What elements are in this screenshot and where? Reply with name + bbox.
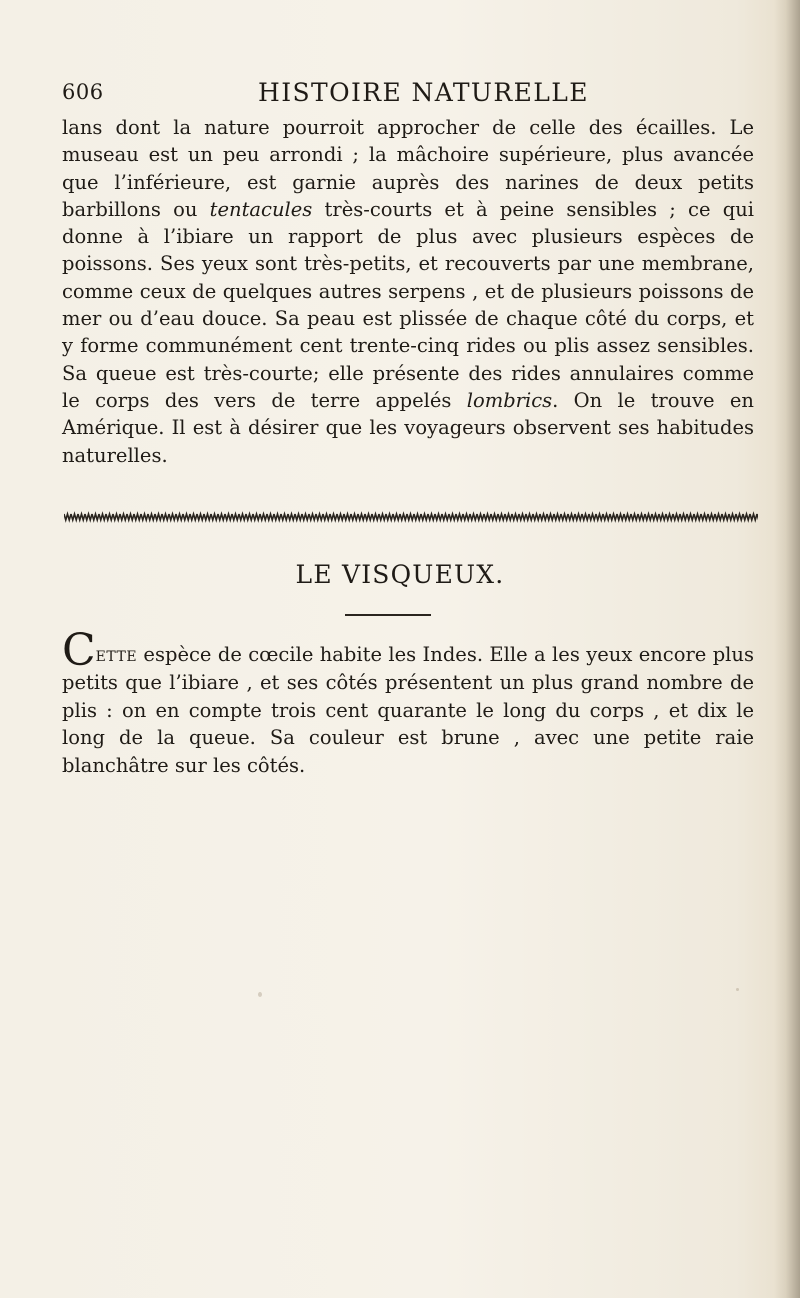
running-head: HISTOIRE NATURELLE <box>258 78 589 107</box>
page-header <box>62 80 752 116</box>
paragraph-visqueux <box>62 625 754 780</box>
paragraph-text: espèce de cœcile habite les Indes. Elle a les yeux encore plus petits que l’ibiare , et ses côtés présentent un plus grand nombre de plis : on en compte trois cent quarante le long du corps , et dix le long de la queue. Sa couleur est brune , avec une petite raie blanchâtre sur les côtés. <box>62 643 754 778</box>
paragraph-text: . On le trouve en Amérique. Il est à désirer que les voyageurs observent ses habitudes naturelles. <box>62 388 754 467</box>
paper-blemish <box>736 988 739 991</box>
paragraph-text: très-courts et à peine sensibles ; ce qui donne à l’ibiare un rapport de plus avec plusieurs espèces de poissons. Ses yeux sont très-petits, et recouverts par une membrane, comme ceux de quelques autres serpens , et de plusieurs poissons de mer ou d’eau douce. Sa peau est plissée de chaque côté du corps, et y forme communément cent trente-cinq rides ou plis assez sensibles. Sa queue est très-courte; elle présente des rides annulaires comme le corps des vers de terre appelés <box>62 197 754 412</box>
title-rule <box>345 614 431 616</box>
paragraph-text: lans dont la nature pourroit approcher de celle des écailles. Le museau est un peu arrondi ; la mâchoire supérieure, plus avancée que l’inférieure, est garnie auprès des narines de deux petits barbillons ou <box>62 116 754 221</box>
ornamental-divider <box>64 511 758 523</box>
section-title: LE VISQUEUX. <box>295 560 505 589</box>
italic-term-tentacules: tentacules <box>209 197 313 221</box>
paper-blemish <box>258 992 262 997</box>
page-edge-shadow <box>774 0 800 1298</box>
drop-cap: C <box>62 625 96 676</box>
paragraph-ibiare <box>62 114 754 469</box>
italic-term-lombrics: lombrics <box>466 388 553 412</box>
small-caps-word: ette <box>95 643 138 666</box>
page-number: 606 <box>62 80 104 104</box>
